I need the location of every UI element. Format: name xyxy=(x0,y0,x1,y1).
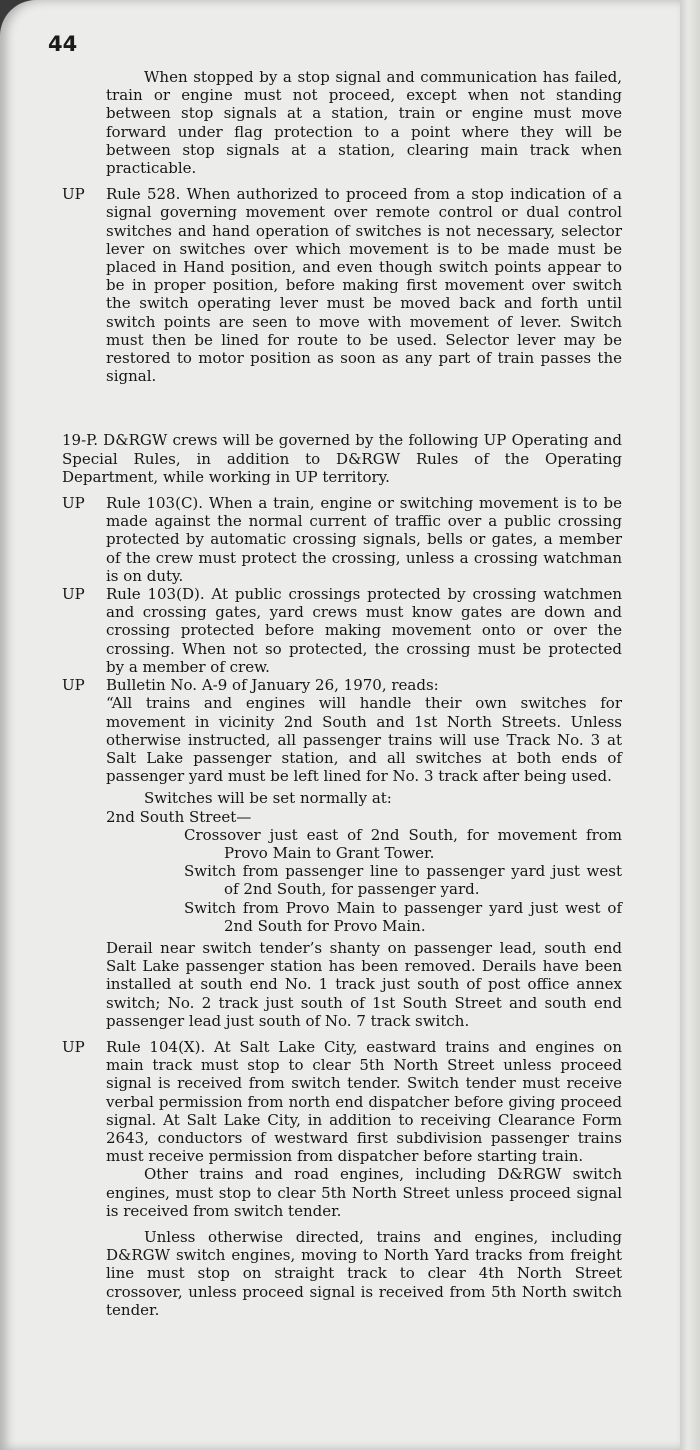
rule-text: Rule 103(C). When a train, engine or switching movement is to be made against the normal current of traffic over a public crossing protected by automatic crossing signals, bells or gates, a member of the crew must protect the crossing, unless a crossing watchman is on duty. xyxy=(106,494,622,585)
page-edge xyxy=(680,0,700,1450)
page-text xyxy=(62,68,622,1327)
unless-otherwise-paragraph: Unless otherwise directed, trains and engines, including D&RGW switch engines, moving to North Yard tracks from freight line must stop on straight track to clear 4th North Street crossover, unless proceed signal is received from 5th North switch tender. xyxy=(106,1227,622,1319)
section-19p: 19-P. D&RGW crews will be governed by the following UP Operating and Special Rules, in addition to D&RGW Rules of the Operating Department, while working in UP territory. xyxy=(62,431,622,486)
rule-103d xyxy=(62,585,622,676)
rule-text: Rule 528. When authorized to proceed from a stop indication of a signal governing movement over remote control or dual control switches and hand operation of switches is not necessary, selector lever on switches over which movement is to be made must be placed in Hand position, and even though switch points appear to be in proper position, before making first movement over switch the switch operating lever must be moved back and forth until switch points are seen to move with movement of lever. Switch must then be lined for route to be used. Selector lever may be restored to motor position as soon as any part of train passes the signal. xyxy=(106,185,622,386)
stop-signal-paragraph: When stopped by a stop signal and communication has failed, train or engine must not proceed, except when not standing between stop signals at a station, train or engine must move forward under flag protection to a point where they will be between stop signals at a station, clearing main track when practicable. xyxy=(106,68,622,178)
bulletin-intro: Bulletin No. A-9 of January 26, 1970, reads: xyxy=(106,676,439,695)
other-trains-paragraph: Other trains and road engines, including D&RGW switch engines, must stop to clear 5th North Street unless proceed signal is received from switch tender. xyxy=(106,1165,622,1220)
rule-tag: UP xyxy=(62,676,85,695)
rule-528 xyxy=(62,185,622,385)
switch-item: Switch from Provo Main to passenger yard just west of 2nd South for Provo Main. xyxy=(184,898,622,935)
switches-set-line: Switches will be set normally at: xyxy=(144,789,392,808)
rule-text: Rule 104(X). At Salt Lake City, eastward trains and engines on main track must stop to clear 5th North Street unless proceed signal is received from switch tender. Switch tender must receive verbal permission from north end dispatcher before giving proceed signal. At Salt Lake City, in addition to receiving Clearance Form 2643, conductors of westward first subdivision passenger trains must receive permission from dispatcher before starting train. xyxy=(106,1037,622,1166)
rule-104x xyxy=(62,1038,622,1165)
rule-103c xyxy=(62,494,622,585)
page-number: 44 xyxy=(48,32,78,56)
rule-tag: UP xyxy=(62,585,85,604)
rule-text: Rule 103(D). At public crossings protected by crossing watchmen and crossing gates, yard crews must know gates are down and crossing protected before making movement onto or over the crossing. When not so protected, the crossing must be protected by a member of crew. xyxy=(106,585,622,676)
switch-item: Crossover just east of 2nd South, for movement from Provo Main to Grant Tower. xyxy=(184,825,622,862)
derail-paragraph: Derail near switch tender’s shanty on passenger lead, south end Salt Lake passenger station has been removed. Derails have been installed at south end No. 1 track just south of post office annex switch; No. 2 track just south of 1st South Street and south end passenger lead just south of No. 7 track switch. xyxy=(106,938,622,1030)
rule-tag: UP xyxy=(62,1037,85,1056)
switch-item: Switch from passenger line to passenger yard just west of 2nd South, for passenger yard. xyxy=(184,862,622,899)
rule-tag: UP xyxy=(62,494,85,513)
rule-tag: UP xyxy=(62,185,85,204)
second-south-heading: 2nd South Street— xyxy=(106,807,252,826)
bulletin-body: “All trains and engines will handle their own switches for movement in vicinity 2nd South and 1st North Streets. Unless otherwise instructed, all passenger trains will use Track No. 3 at Salt Lake passenger station, and all switches at both ends of passenger yard must be left lined for No. 3 track after being used. xyxy=(106,694,622,786)
bulletin-a9 xyxy=(62,676,622,1030)
